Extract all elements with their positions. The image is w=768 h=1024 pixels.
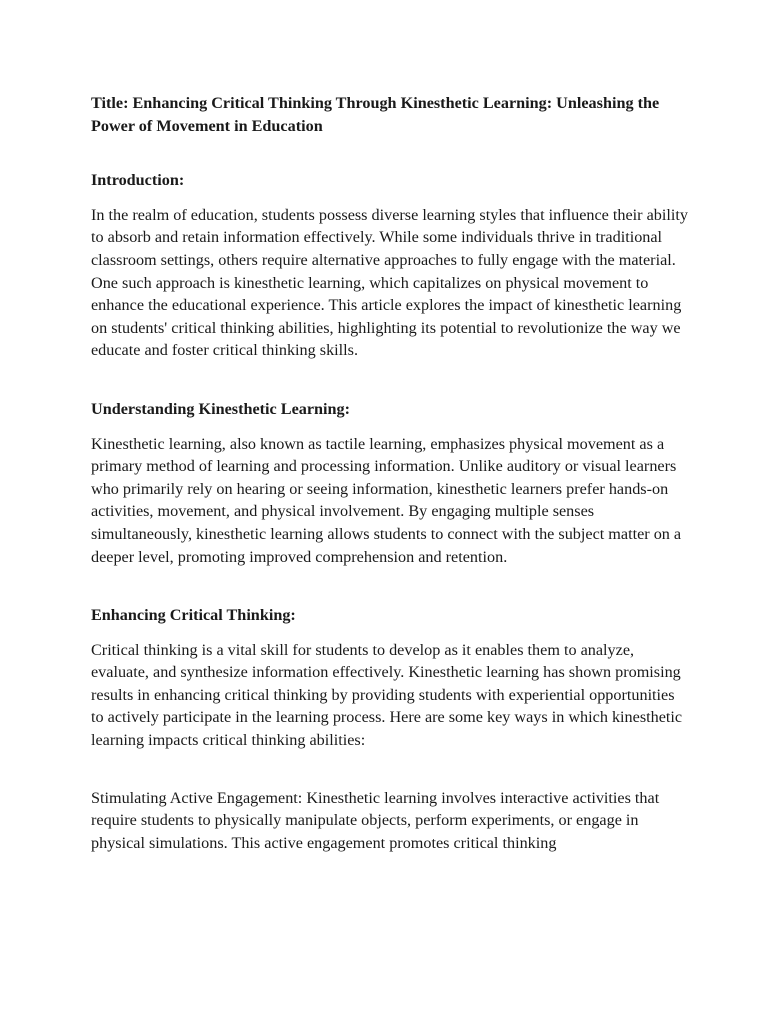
section-paragraph-introduction: In the realm of education, students possess diverse learning styles that influence their ability to absorb and retain information effectively. While some individuals thrive in traditional classroom settings, others require alternative approaches to fully engage with the material. One such approach is kinesthetic learning, which capitalizes on physical movement to enhance the educational experience. This article explores the impact of kinesthetic learning on students' critical thinking abilities, highlighting its potential to revolutionize the way we educate and foster critical thinking skills. — [91, 205, 688, 360]
section-heading-understanding: Understanding Kinesthetic Learning: — [91, 399, 351, 418]
section-heading-enhancing: Enhancing Critical Thinking: — [91, 606, 296, 625]
section-paragraph-understanding: Kinesthetic learning, also known as tactile learning, emphasizes physical movement as a primary method of learning and processing information. Unlike auditory or visual learners who primarily rely on hearing or seeing information, kinesthetic learners prefer hands-on activities, movement, and physical involvement. By engaging multiple senses simultaneously, kinesthetic learning allows students to connect with the subject matter on a deeper level, promoting improved comprehension and retention. — [91, 434, 682, 566]
section-paragraph-enhancing: Critical thinking is a vital skill for students to develop as it enables them to analyze, evaluate, and synthesize information effectively. Kinesthetic learning has shown promising results in enhancing critical thinking by providing students with experiential opportunities to actively participate in the learning process. Here are some key ways in which kinesthetic learning impacts critical thinking abilities: — [91, 640, 683, 750]
document-page — [91, 92, 691, 854]
section-heading-introduction: Introduction: — [91, 171, 185, 190]
continuation-paragraph: Stimulating Active Engagement: Kinesthetic learning involves interactive activities that require students to physically manipulate objects, perform experiments, or engage in physical simulations. This active engagement promotes critical thinking — [91, 788, 660, 852]
document-title: Title: Enhancing Critical Thinking Through Kinesthetic Learning: Unleashing the Power of Movement in Education — [91, 94, 660, 135]
